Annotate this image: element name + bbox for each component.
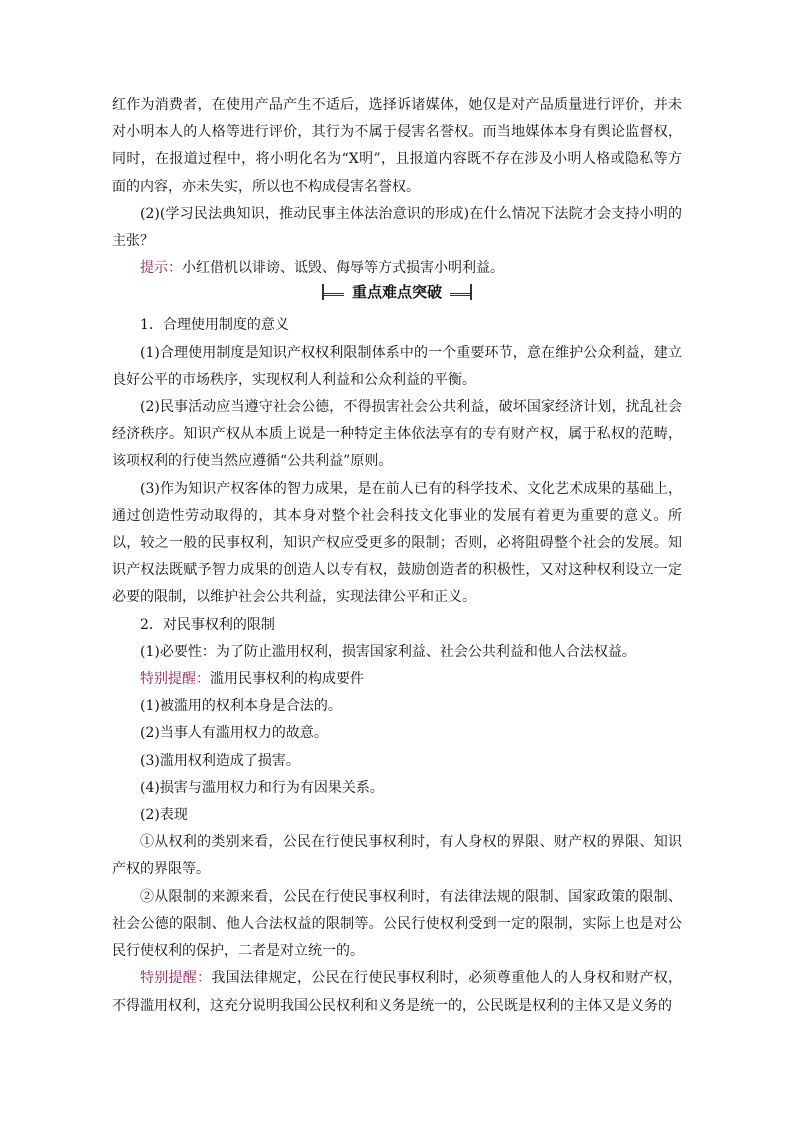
- section-1-point-2: (2)民事活动应当遵守社会公德，不得损害社会公共利益，破坏国家经济计划，扰乱社会经济秩序。知识产权从本质上说是一种特定主体依法享有的专有财产权，属于私权的范畴，该项权利的行使当然应遵循“公共利益”原则。: [112, 399, 682, 470]
- document-body: [112, 92, 682, 1020]
- tip-2: [112, 965, 682, 1019]
- section-heading: [322, 282, 472, 302]
- section-heading-wrap: [112, 282, 682, 312]
- question-2: (2)(学习民法典知识，推动民事主体法治意识的形成)在什么情况下法院才会支持小明的主张？: [112, 205, 682, 250]
- tip-2-text: 我国法律规定，公民在行使民事权利时，必须尊重他人的人身权和财产权，不得滥用权利，这充分说明我国公民权利和义务是统一的，公民既是权利的主体又是义务的: [112, 970, 683, 1014]
- section-2-category-1: ①从权利的类别来看，公民在行使民事权利时，有人身权的界限、财产权的界限、知识产权的界限等。: [112, 834, 682, 878]
- section-2-title: 2．对民事权利的限制: [140, 616, 275, 633]
- section-1-point-1: (1)合理使用制度是知识产权权利限制体系中的一个重要环节，意在维护公众利益，建立良好公平的市场秩序，实现权利人利益和公众利益的平衡。: [112, 344, 682, 388]
- tip-1: [112, 666, 682, 693]
- paragraph-continuation: 红作为消费者，在使用产品产生不适后，选择诉诸媒体，她仅是对产品质量进行评价，并未对小明本人的人格等进行评价，其行为不属于侵害名誉权。而当地媒体本身有舆论监督权，同时，在报道过程中，将小明化名为“X明”，且报道内容既不存在涉及小明人格或隐私等方面的内容，亦未失实，所以也不构成侵害名誉权。: [112, 97, 682, 195]
- tip-1-label: 特别提醒：: [140, 671, 210, 688]
- tip-1-item: (3)滥用权利造成了损害。: [140, 752, 300, 769]
- section-2-point-1: (1)必要性：为了防止滥用权利，损害国家利益、社会公共利益和他人合法权益。: [140, 643, 636, 660]
- section-2-point-2: (2)表现: [140, 807, 188, 824]
- hint-label: 提示：: [140, 260, 182, 277]
- tip-1-item: (4)损害与滥用权力和行为有因果关系。: [140, 779, 384, 796]
- section-heading-text: 重点难点突破: [351, 283, 442, 302]
- section-1-title: 1．合理使用制度的意义: [140, 317, 289, 334]
- heading-left-bracket: [322, 284, 324, 300]
- section-2-category-2: ②从限制的来源来看，公民在行使民事权利时，有法律法规的限制、国家政策的限制、社会公德的限制、他人合法权益的限制等。公民行使权利受到一定的限制，实际上也是对公民行使权利的保护，二者是对立统一的。: [112, 888, 682, 960]
- tip-1-text: 滥用民事权利的构成要件: [210, 671, 364, 688]
- heading-right-bracket: [470, 284, 472, 300]
- hint-text: 小红借机以诽谤、诋毁、侮辱等方式损害小明利益。: [182, 260, 504, 277]
- hint-paragraph: [112, 255, 682, 282]
- tip-1-item: (2)当事人有滥用权力的故意。: [140, 725, 328, 742]
- section-1-point-3: (3)作为知识产权客体的智力成果，是在前人已有的科学技术、文化艺术成果的基础上，通过创造性劳动取得的，其本身对整个社会科技文化事业的发展有着更为重要的意义。所以，较之一般的民事权利，知识产权应受更多的限制；否则，必将阻碍整个社会的发展。知识产权法既赋予智力成果的创造人以专有权，鼓励创造者的积极性，又对这种权利设立一定必要的限制，以维护社会公共利益，实现法律公平和正义。: [112, 480, 682, 606]
- tip-1-item: (1)被滥用的权利本身是合法的。: [140, 698, 342, 715]
- tip-2-label: 特别提醒：: [140, 970, 212, 987]
